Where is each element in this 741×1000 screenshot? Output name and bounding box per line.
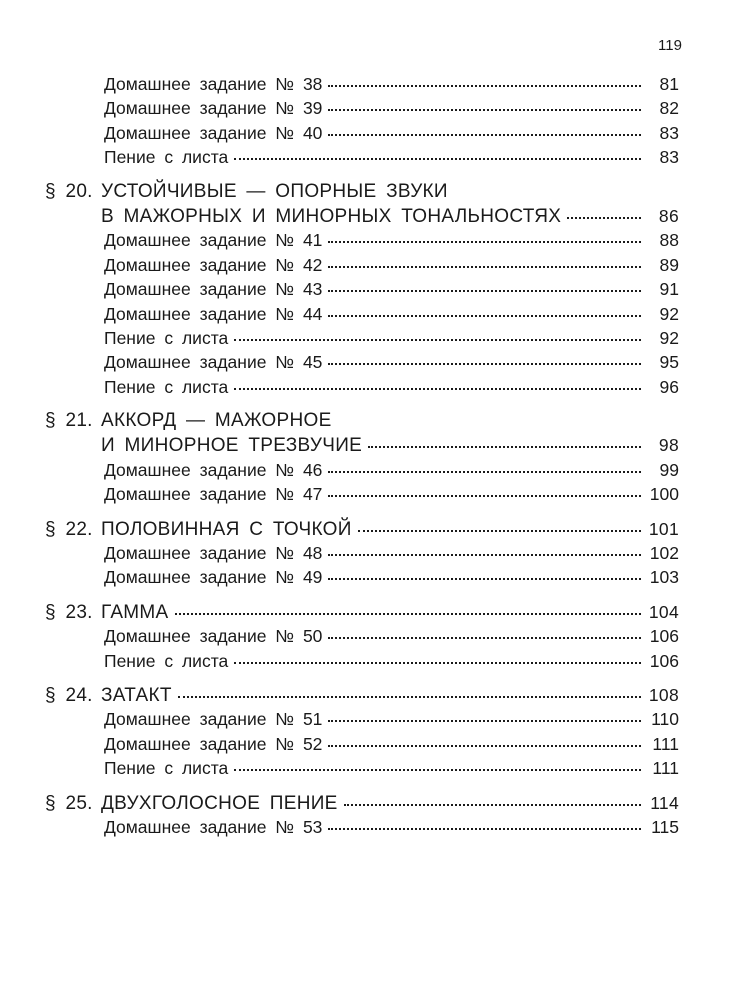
page-ref: 96 <box>659 376 679 397</box>
page-ref: 111 <box>652 733 679 754</box>
section-heading-line[interactable] <box>45 517 679 541</box>
page-number: 119 <box>658 37 682 54</box>
page-ref: 83 <box>659 147 679 168</box>
entry-title: Домашнее задание № 42 <box>104 254 323 275</box>
dot-leader <box>328 553 641 556</box>
page-ref: 108 <box>648 684 679 705</box>
toc-section <box>45 409 679 507</box>
dot-leader <box>368 445 641 448</box>
entry-title: Домашнее задание № 52 <box>104 733 323 754</box>
page-ref: 83 <box>659 122 679 143</box>
toc-group-intro <box>45 72 679 170</box>
dot-leader <box>328 133 641 136</box>
toc-entry[interactable] <box>45 565 679 589</box>
section-title: В МАЖОРНЫХ И МИНОРНЫХ ТОНАЛЬНОСТЯХ <box>101 205 562 227</box>
dot-leader <box>328 719 641 722</box>
section-number: § 20. <box>45 180 93 202</box>
entry-title: Домашнее задание № 48 <box>104 543 323 564</box>
dot-leader <box>328 314 641 317</box>
page-ref: 86 <box>658 205 679 226</box>
section-heading-line[interactable] <box>45 433 679 457</box>
dot-leader <box>328 84 641 87</box>
toc-entry[interactable] <box>45 72 679 96</box>
dot-leader <box>328 289 641 292</box>
dot-leader <box>234 768 641 771</box>
dot-leader <box>328 470 641 473</box>
page-ref: 102 <box>649 543 679 564</box>
toc-entry[interactable] <box>45 756 679 780</box>
dot-leader <box>358 529 641 532</box>
toc-entry[interactable] <box>45 541 679 565</box>
entry-title: Домашнее задание № 50 <box>104 626 323 647</box>
entry-title: Домашнее задание № 43 <box>104 279 323 300</box>
dot-leader <box>234 387 641 390</box>
entry-title: Пение с листа <box>104 376 229 397</box>
section-heading-line[interactable] <box>45 791 679 815</box>
toc-section <box>45 517 679 590</box>
entry-title: Домашнее задание № 44 <box>104 303 323 324</box>
section-title: ПОЛОВИННАЯ С ТОЧКОЙ <box>101 518 352 540</box>
dot-leader <box>328 494 641 497</box>
section-heading-line[interactable] <box>45 600 679 624</box>
page-ref: 92 <box>659 327 679 348</box>
section-title: ДВУХГОЛОСНОЕ ПЕНИЕ <box>101 792 338 814</box>
section-title: ГАММА <box>101 601 169 623</box>
toc-entry[interactable] <box>45 228 679 252</box>
entry-title: Пение с листа <box>104 327 229 348</box>
page-ref: 103 <box>649 567 679 588</box>
page-ref: 98 <box>658 435 679 456</box>
section-title: И МИНОРНОЕ ТРЕЗВУЧИЕ <box>101 435 363 457</box>
entry-title: Домашнее задание № 40 <box>104 122 323 143</box>
toc-entry[interactable] <box>45 145 679 169</box>
toc-entry[interactable] <box>45 732 679 756</box>
page-ref: 106 <box>649 626 679 647</box>
toc-entry[interactable] <box>45 253 679 277</box>
dot-leader <box>328 636 641 639</box>
dot-leader <box>344 803 641 806</box>
toc-section <box>45 180 679 400</box>
dot-leader <box>328 827 641 830</box>
entry-title: Домашнее задание № 38 <box>104 74 323 94</box>
table-of-contents <box>45 72 679 849</box>
page-ref: 92 <box>659 303 679 324</box>
entry-title: Домашнее задание № 49 <box>104 567 323 588</box>
section-number: § 24. <box>45 684 93 706</box>
toc-entry[interactable] <box>45 649 679 673</box>
page-ref: 114 <box>650 792 679 813</box>
toc-entry[interactable] <box>45 326 679 350</box>
page-ref: 88 <box>659 230 679 251</box>
page-ref: 106 <box>649 650 679 671</box>
dot-leader <box>234 661 641 664</box>
entry-title: Пение с листа <box>104 650 229 671</box>
entry-title: Домашнее задание № 45 <box>104 352 323 373</box>
section-heading-line[interactable] <box>45 683 679 707</box>
toc-section <box>45 791 679 840</box>
page-ref: 115 <box>651 816 679 837</box>
page-ref: 111 <box>652 758 679 779</box>
section-number: § 21. <box>45 410 93 432</box>
toc-entry[interactable] <box>45 121 679 145</box>
section-heading-line[interactable] <box>45 180 679 204</box>
entry-title: Домашнее задание № 46 <box>104 459 323 480</box>
toc-entry[interactable] <box>45 302 679 326</box>
dot-leader <box>328 265 641 268</box>
section-heading-line[interactable] <box>45 204 679 228</box>
page-ref: 100 <box>649 484 679 505</box>
entry-title: Домашнее задание № 41 <box>104 230 323 251</box>
page-ref: 99 <box>659 459 679 480</box>
toc-entry[interactable] <box>45 482 679 506</box>
dot-leader <box>328 744 641 747</box>
dot-leader <box>234 157 641 160</box>
toc-entry[interactable] <box>45 96 679 120</box>
entry-title: Домашнее задание № 39 <box>104 98 323 119</box>
section-heading-line[interactable] <box>45 409 679 433</box>
section-number: § 25. <box>45 792 93 814</box>
dot-leader <box>234 338 641 341</box>
dot-leader <box>328 362 641 365</box>
section-title: УСТОЙЧИВЫЕ — ОПОРНЫЕ ЗВУКИ <box>101 180 448 202</box>
section-title: АККОРД — МАЖОРНОЕ <box>101 410 332 432</box>
page-ref: 91 <box>659 279 679 300</box>
page-ref: 89 <box>659 254 679 275</box>
entry-title: Домашнее задание № 51 <box>104 709 323 730</box>
toc-entry[interactable] <box>45 707 679 731</box>
entry-title: Пение с листа <box>104 758 229 779</box>
page-ref: 101 <box>648 518 679 539</box>
dot-leader <box>328 240 641 243</box>
page-ref: 95 <box>659 352 679 373</box>
section-title: ЗАТАКТ <box>101 684 172 706</box>
toc-entry[interactable] <box>45 458 679 482</box>
dot-leader <box>567 216 641 219</box>
dot-leader <box>175 612 641 615</box>
page-ref: 81 <box>659 74 679 94</box>
dot-leader <box>328 108 641 111</box>
toc-entry[interactable] <box>45 624 679 648</box>
toc-section <box>45 683 679 781</box>
toc-entry[interactable] <box>45 350 679 374</box>
toc-entry[interactable] <box>45 375 679 399</box>
toc-entry[interactable] <box>45 277 679 301</box>
toc-section <box>45 600 679 673</box>
page-ref: 82 <box>659 98 679 119</box>
section-number: § 22. <box>45 518 93 540</box>
dot-leader <box>178 695 641 698</box>
page-ref: 104 <box>648 601 679 622</box>
section-number: § 23. <box>45 601 93 623</box>
entry-title: Пение с листа <box>104 147 229 168</box>
entry-title: Домашнее задание № 47 <box>104 484 323 505</box>
entry-title: Домашнее задание № 53 <box>104 816 323 837</box>
toc-entry[interactable] <box>45 815 679 839</box>
page-ref: 110 <box>651 709 679 730</box>
dot-leader <box>328 577 641 580</box>
